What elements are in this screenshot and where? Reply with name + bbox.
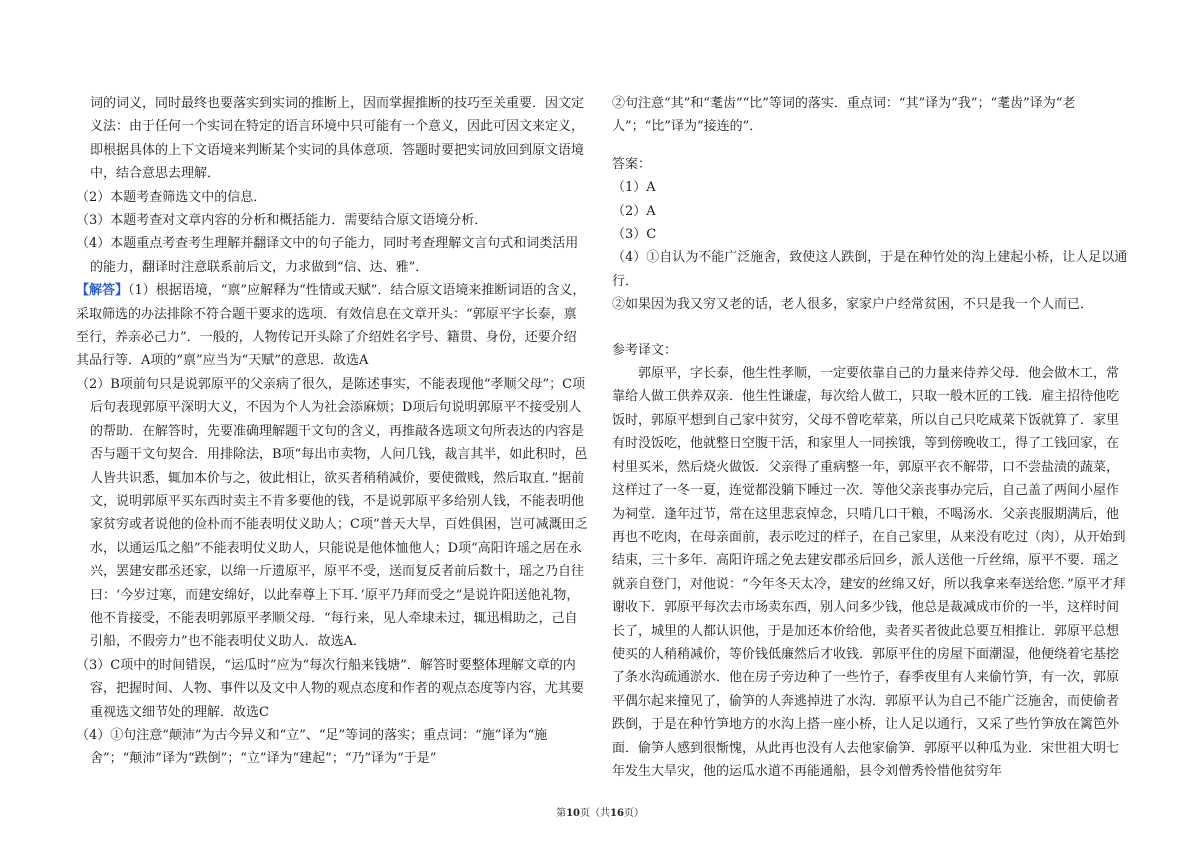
answer-4a: （4）①自认为不能广泛施舍，致使这人跌倒，于是在种竹处的沟上建起小桥，让人足以通行． (612, 250, 1128, 289)
answer-1: （1）A (612, 180, 656, 196)
left-column (76, 92, 588, 771)
analysis-item-4: （4）本题重点考查考生理解并翻译文中的句子能力，同时考查理解文言句式和词类活用的能力，翻译时注意联系前后文，力求做到“信、达、雅”． (76, 236, 579, 275)
page-footer: 第10页（共16页） (556, 808, 644, 819)
reference-translation-text: 郭原平，字长泰，他生性孝顺，一定要依靠自己的力量来侍养父母．他会做木工，常靠给人做工供养双亲．他生性谦虚，每次给人做工，只取一般木匠的工钱．雇主招待他吃饭时，郭原平想到自己家中贫穷，父母不曾吃荤菜，所以自己只吃咸菜下饭就算了．家里有时没饭吃，他就整日空腹干活，和家里人一同挨饿，等到傍晚收工，得了工钱回家，在村里买米，然后烧火做饭．父亲得了重病整一年，郭原平衣不解带，口不尝盐渍的蔬菜，这样过了一冬一夏，连觉都没躺下睡过一次．等他父亲丧事办完后，自己盖了两间小屋作为祠堂．逢年过节，常在这里悲哀悼念，只啃几口干粮，不喝汤水．父亲丧服期满后，他再也不吃肉，在母亲面前，表示吃过的样子，在自己家里，从来没有吃过（肉），从开始到结束，三十多年．高阳许瑶之免去建安郡丞后回乡，派人送他一斤丝绵，原平不要．瑶之就亲自登门，对他说：“今年冬天太冷，建安的丝绵又好，所以我拿来奉送给您．”原平才拜谢收下．郭原平每次去市场卖东西，别人问多少钱，他总是裁减成市价的一半，这样时间长了，城里的人都认识他，于是加还本价给他，卖者买者彼此总要互相推让．郭原平总想使买的人稍稍减价，等价钱低廉然后才收钱．郭原平住的房屋下面潮湿，他便绕着宅基挖了条水沟疏通淤水．他在房子旁边种了一些竹子，春季夜里有人来偷竹笋，有一次，郭原平偶尔起来撞见了，偷笋的人奔逃掉进了水沟．郭原平认为自己不能广泛施舍，而使偷者跌倒，于是在种竹笋地方的水沟上搭一座小桥，让人足以通行，又采了些竹笋放在篱笆外面．偷笋人感到很惭愧，从此再也没有人去他家偷笋．郭原平以种瓜为业．宋世祖大明七年发生大旱灾，他的运瓜水道不再能通船，县令刘僧秀怜惜他贫穷年 (612, 366, 1126, 779)
reference-translation-label: 参考译文： (612, 342, 678, 358)
page-total: 16 (610, 808, 624, 819)
answer-2: （2）A (612, 203, 656, 219)
answer-3: （3）C (612, 227, 657, 243)
solution-item-4-continued: ②句注意“其”和“耄齿”“比”等词的落实．重点词：“其”译为“我”；“耄齿”译为“老人”；“比”译为“接连的”． (612, 96, 1076, 135)
solution-text-1: （1）根据语境，“禀”应解释为“性情或天赋”．结合原文语境来推断词语的含义，采取筛选的办法排除不符合题干要求的选项．有效信息在文章开头：“郭原平字长泰，禀至行，养亲必己力”．一般的，人物传记开头除了介绍姓名字号、籍贯、身份，还要介绍其品行等．A项的“禀”应当为“天赋”的意思．故选A (76, 283, 586, 369)
analysis-paragraph-1: 词的词义，同时最终也要落实到实词的推断上，因而掌握推断的技巧至关重要．因文定义法：由于任何一个实词在特定的语言环境中只可能有一个意义，因此可因文来定义，即根据具体的上下文语境来判断某个实词的具体意项．答题时要把实词放回到原文语境中，结合意思去理解． (90, 96, 585, 182)
solution-item-2: （2）B项前句只是说郭原平的父亲病了很久，是陈述事实，不能表现他“孝顺父母”；C项后句表现郭原平深明大义，不因为个人为社会添麻烦；D项后句说明郭原平不接受别人的帮助．在解答时，先要准确理解题干文句的含义，再推敲各选项文句所表达的内容是否与题干文句契合．用排除法，B项“每出市卖物，人问几钱，裁言其半，如此积时，邑人皆共识悉，辄加本价与之，彼此相让，欲买者稍稍减价，要使微贱，然后取直．”据前文，说明郭原平买东西时卖主不肯多要他的钱，不是说郭原平多给别人钱，不能表明他家贫穷或者说他的俭朴而不能表明仗义助人；C项“普天大旱，百姓俱困，岂可减溉田乏水，以通运瓜之船”不能表明仗义助人，只能说是他体恤他人；D项“高阳许瑶之居在永兴，罢建安郡丞还家，以绵一斤遗原平，原平不受，送而复反者前后数十，瑶之乃自往曰：‘今岁过寒，而建安绵好，以此奉尊上下耳．’原平乃拜而受之”是说许阳送他礼物，他不肯接受，不能表明郭原平孝顺父母．“每行来，见人牵埭未过，辄迅楫助之，己自引船，不假旁力”也不能表明仗义助人．故选A． (76, 376, 588, 650)
solution-item-4: （4）①句注意“颠沛”为古今异义和“立”、“足”等词的落实；重点词：“施”译为“施舍”；“颠沛”译为“跌倒”；“立”译为“建起”；“乃”译为“于是” (76, 727, 548, 767)
right-column (612, 92, 1130, 783)
analysis-item-3: （3）本题考查对文章内容的分析和概括能力．需要结合原文语境分析． (76, 213, 488, 229)
answer-label: 答案： (612, 156, 652, 172)
answer-4b: ②如果因为我又穷又老的话，老人很多，家家户户经常贫困，不只是我一个人而已． (612, 297, 1094, 313)
solution-item-3: （3）C项中的时间错误，“运瓜时”应为“每次行船来钱塘”．解答时要整体理解文章的内容，把握时间、人物、事件以及文中人物的观点态度和作者的观点态度等内容，尤其要重视选文细节处的理解．故选C (76, 657, 585, 720)
solution-item-1 (76, 279, 588, 373)
analysis-item-2: （2）本题考查筛选文中的信息． (76, 189, 267, 205)
solution-tag: 【解答】 (76, 283, 129, 299)
page-number: 10 (566, 808, 580, 819)
